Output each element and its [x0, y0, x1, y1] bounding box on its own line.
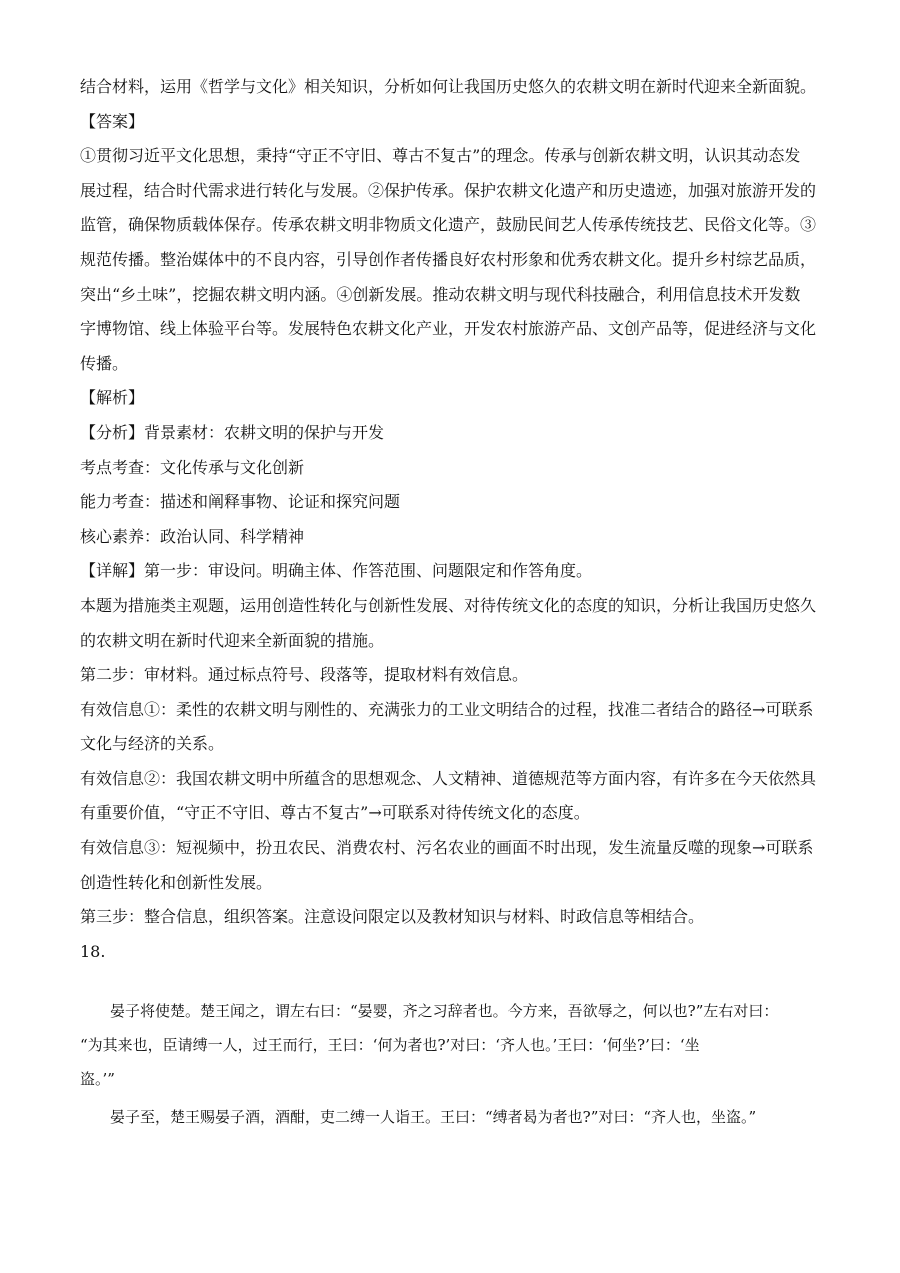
analysis-line: 文化与经济的关系。	[80, 734, 225, 754]
answer-heading: 【答案】	[80, 111, 145, 131]
analysis-line: 核心素养：政治认同、科学精神	[80, 526, 305, 546]
analysis-heading: 【解析】	[80, 388, 145, 408]
analysis-line: 第三步：整合信息，组织答案。注意设问限定以及教材知识与材料、时政信息等相结合。	[80, 907, 705, 927]
answer-line: ①贯彻习近平文化思想，秉持“守正不守旧、尊古不复古”的理念。传承与创新农耕文明，认识其动态发	[80, 146, 801, 166]
passage-line: 晏子至，楚王赐晏子酒，酒酣，吏二缚一人诣王。王曰：“缚者曷为者也?”对曰：“齐人也，坐盗。”	[110, 1108, 757, 1127]
answer-line: 字博物馆、线上体验平台等。发展特色农耕文化产业，开发农村旅游产品、文创产品等，促进经济与文化	[80, 319, 817, 339]
passage-line: 晏子将使楚。楚王闻之，谓左右曰：“晏婴，齐之习辞者也。今方来，吾欲辱之，何以也?”左右对曰：	[110, 1002, 779, 1021]
analysis-line: 的农耕文明在新时代迎来全新面貌的措施。	[80, 630, 385, 650]
analysis-line: 有效信息②：我国农耕文明中所蕴含的思想观念、人文精神、道德规范等方面内容，有许多在今天依然具	[80, 768, 817, 788]
analysis-line: 有效信息③：短视频中，扮丑农民、消费农村、污名农业的画面不时出现，发生流量反噬的现象→可联系	[80, 838, 814, 858]
answer-line: 突出“乡土味”，挖掘农耕文明内涵。④创新发展。推动农耕文明与现代科技融合，利用信息技术开发数	[80, 284, 801, 304]
analysis-line: 【详解】第一步：审设问。明确主体、作答范围、问题限定和作答角度。	[80, 561, 593, 581]
answer-line: 传播。	[80, 353, 129, 373]
classical-passage	[80, 995, 825, 1134]
analysis-line: 【分析】背景素材：农耕文明的保护与开发	[80, 422, 385, 442]
analysis-body	[80, 416, 825, 935]
analysis-line: 本题为措施类主观题，运用创造性转化与创新性发展、对待传统文化的态度的知识，分析让我国历史悠久	[80, 595, 817, 615]
answer-line: 展过程，结合时代需求进行转化与发展。②保护传承。保护农耕文化遗产和历史遗迹，加强对旅游开发的	[80, 180, 817, 200]
analysis-line: 有效信息①：柔性的农耕文明与刚性的、充满张力的工业文明结合的过程，找准二者结合的路径→可联系	[80, 699, 814, 719]
analysis-line: 能力考查：描述和阐释事物、论证和探究问题	[80, 492, 401, 512]
question-number: 18.	[80, 941, 106, 961]
question-text: 结合材料，运用《哲学与文化》相关知识，分析如何让我国历史悠久的农耕文明在新时代迎来全新面貌。	[80, 77, 817, 96]
analysis-line: 创造性转化和创新性发展。	[80, 872, 273, 892]
analysis-line: 考点考查：文化传承与文化创新	[80, 457, 305, 477]
analysis-line: 第二步：审材料。通过标点符号、段落等，提取材料有效信息。	[80, 665, 529, 685]
answer-line: 监管，确保物质载体保存。传承农耕文明非物质文化遗产，鼓励民间艺人传承传统技艺、民俗文化等。③	[80, 215, 817, 235]
answer-body	[80, 139, 825, 381]
analysis-line: 有重要价值，“守正不守旧、尊古不复古”→可联系对待传统文化的态度。	[80, 803, 590, 823]
passage-line: “为其来也，臣请缚一人，过王而行，王曰：‘何为者也?’对曰：‘齐人也。’王曰：‘何坐?’曰：‘坐	[80, 1036, 700, 1055]
document-page	[80, 70, 825, 1135]
answer-line: 规范传播。整治媒体中的不良内容，引导创作者传播良好农村形象和优秀农耕文化。提升乡村综艺品质，	[80, 249, 817, 269]
passage-line: 盗。’”	[80, 1069, 115, 1088]
